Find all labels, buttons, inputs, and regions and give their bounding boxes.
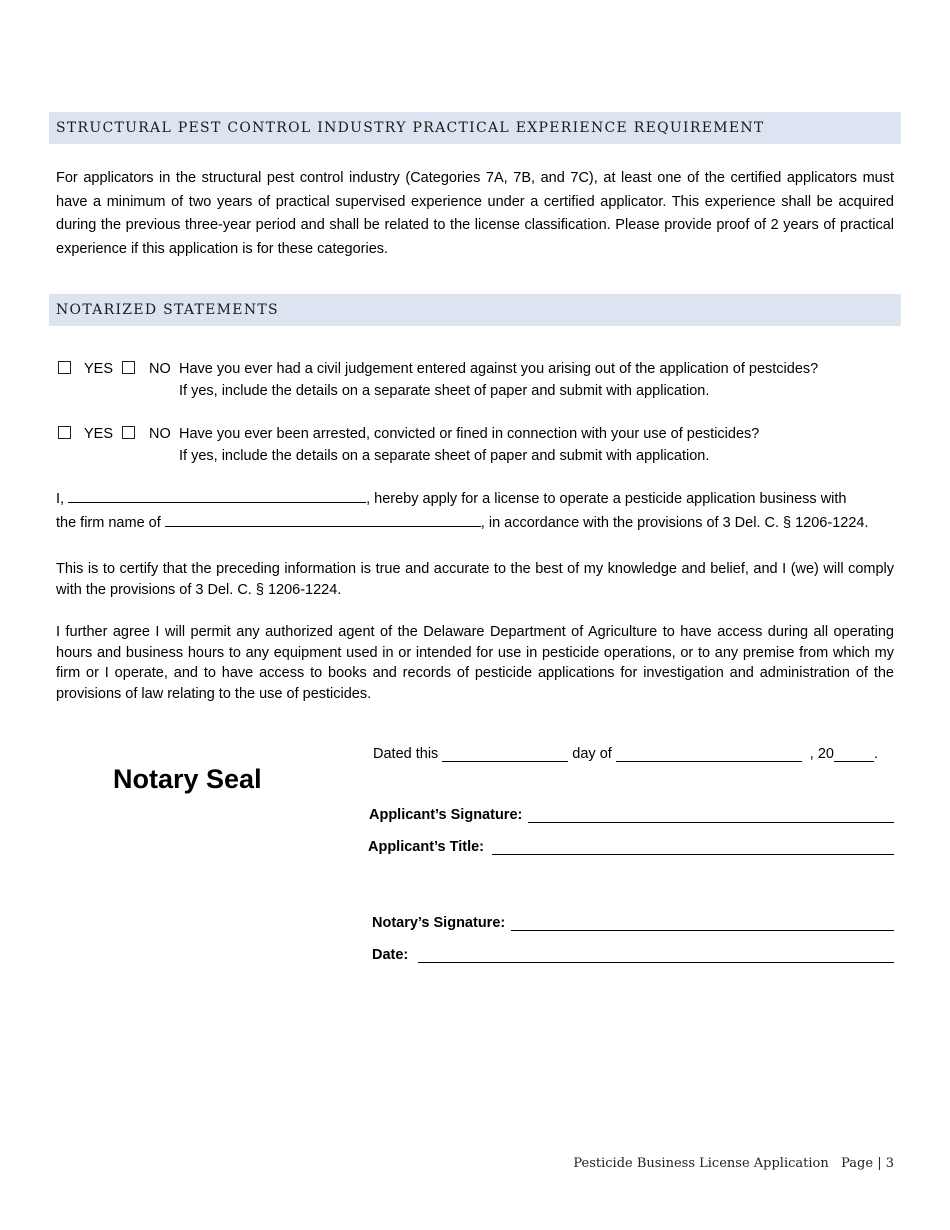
firm-name-prefix: the firm name of [56, 515, 161, 531]
no-label-q1: NO [149, 361, 171, 377]
agree-paragraph: I further agree I will permit any authorized agent of the Delaware Department of Agriculture to have access during all operating hours and business hours to any equipment used in or intended for use in pesticide operations, or to any premise from which my firm or I operate, and to have access to books and records of pesticide applications for investigation and administration of the provisions of law relating to the use of pesticides. [56, 624, 894, 702]
applicant-signature-row [369, 807, 894, 823]
question-note-q1: If yes, include the details on a separate sheet of paper and submit with application. [179, 383, 710, 399]
section-header-notarized: NOTARIZED STATEMENTS [49, 294, 901, 326]
applicant-signature-field[interactable] [528, 808, 894, 823]
footer-doc-title: Pesticide Business License Application [573, 1156, 829, 1171]
day-field[interactable] [442, 749, 568, 762]
dated-year-prefix: , 20 [809, 746, 834, 762]
applicant-name-field[interactable] [68, 490, 366, 503]
no-checkbox-q1[interactable] [122, 358, 135, 380]
question-note-q2: If yes, include the details on a separate sheet of paper and submit with application. [179, 448, 710, 464]
month-field[interactable] [616, 749, 802, 762]
statement-middle: , hereby apply for a license to operate a pesticide application business with [366, 491, 847, 507]
yes-label-q2: YES [84, 426, 114, 442]
applicant-title-label: Applicant’s Title: [368, 839, 485, 855]
yes-label-q1: YES [84, 361, 114, 377]
no-label-q2: NO [149, 426, 171, 442]
notary-date-row [372, 947, 894, 963]
dated-line [373, 746, 894, 762]
dated-end: . [873, 746, 879, 762]
notary-date-label: Date: [372, 947, 409, 963]
application-statement-line1 [56, 490, 894, 507]
notary-date-field[interactable] [418, 948, 894, 963]
applicant-title-field[interactable] [492, 840, 894, 855]
applicant-signature-label: Applicant’s Signature: [369, 807, 523, 823]
page-footer [573, 1156, 894, 1171]
year-field[interactable] [834, 749, 874, 762]
firm-name-field[interactable] [165, 514, 481, 527]
experience-paragraph: For applicators in the structural pest control industry (Categories 7A, 7B, and 7C), at least one of the certified applicators must have a minimum of two years of practical supervised experience under a certified applicator. This experience shall be acquired during the previous three-year period and shall be related to the license classification. Please provide proof of 2 years of practical experience if this application is for these categories. [56, 170, 894, 257]
applicant-title-row [368, 839, 894, 855]
no-checkbox-q2[interactable] [122, 423, 135, 445]
yes-checkbox-q1[interactable] [58, 358, 71, 380]
dated-day-of: day of [572, 746, 612, 762]
question-text-q1: Have you ever had a civil judgement entered against you arising out of the application of pestcides? [179, 361, 819, 377]
dated-prefix: Dated this [373, 746, 439, 762]
notary-signature-field[interactable] [511, 916, 894, 931]
notary-signature-label: Notary’s Signature: [372, 915, 506, 931]
notary-seal-label: Notary Seal [113, 764, 262, 794]
yes-checkbox-q2[interactable] [58, 423, 71, 445]
statement-prefix: I, [56, 491, 65, 507]
certify-paragraph: This is to certify that the preceding information is true and accurate to the best of my knowledge and belief, and I (we) will comply with the provisions of 3 Del. C. § 1206-1224. [56, 561, 894, 598]
application-statement-line2 [56, 514, 894, 531]
statement-suffix: , in accordance with the provisions of 3 Del. C. § 1206-1224. [480, 515, 869, 531]
section-header-experience: STRUCTURAL PEST CONTROL INDUSTRY PRACTICAL EXPERIENCE REQUIREMENT [49, 112, 901, 144]
notary-signature-row [372, 915, 894, 931]
question-text-q2: Have you ever been arrested, convicted or fined in connection with your use of pesticides? [179, 426, 760, 442]
footer-page-number: Page | 3 [841, 1156, 894, 1171]
